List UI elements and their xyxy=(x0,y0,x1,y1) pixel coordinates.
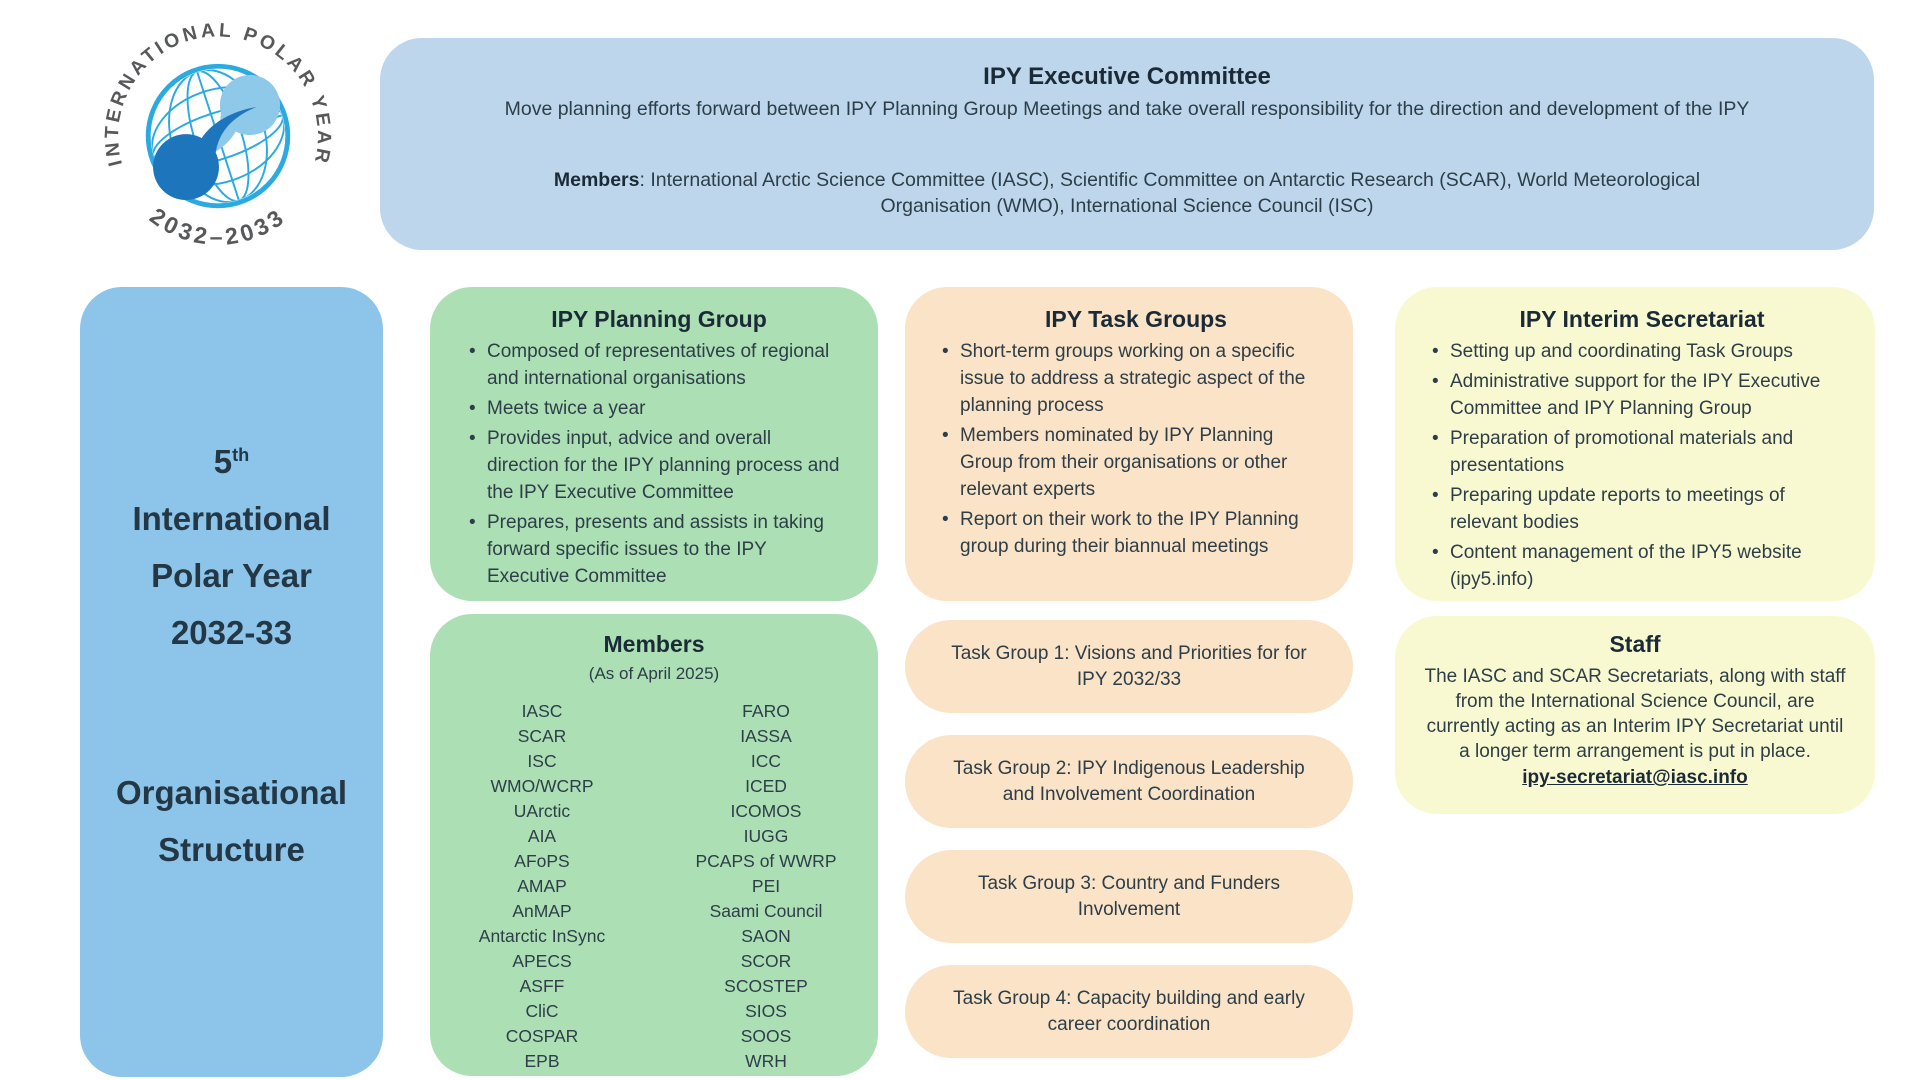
staff-title: Staff xyxy=(1609,631,1661,657)
planning-bullet: • Provides input, advice and overall direction for the IPY planning process and the IPY Executive Committee xyxy=(466,426,840,507)
member-item: APECS xyxy=(512,951,572,971)
member-item: PEI xyxy=(751,876,781,896)
executive-committee-card xyxy=(380,38,1874,250)
planning-bullet: • Prepares, presents and assists in taking forward specific issues to the IPY Executive Committee xyxy=(466,510,840,591)
secretariat-email-link[interactable]: ipy-secretariat@iasc.info xyxy=(1522,767,1748,789)
task-group-1-pill xyxy=(905,620,1353,713)
task-group-4-label: Task Group 4: Capacity building and early career coordination xyxy=(953,987,1305,1035)
staff-description: The IASC and SCAR Secretariats, along with staff from the International Science Council, are currently acting as an Interim IPY Secretariat until a longer term arrangement is put in place. xyxy=(1424,666,1846,763)
member-item: ICED xyxy=(745,776,787,796)
diagram-subtitle xyxy=(116,764,347,878)
interim-secretariat-bullets xyxy=(1423,339,1861,594)
member-item: ICC xyxy=(750,751,782,771)
task-group-2-label: Task Group 2: IPY Indigenous Leadership and Involvement Coordination xyxy=(953,757,1305,805)
diagram-subtitle-line2: Structure xyxy=(158,831,305,868)
members-column-1 xyxy=(430,699,654,1074)
member-item: IASC xyxy=(521,701,563,721)
member-item: WRH xyxy=(745,1051,787,1071)
executive-committee-description: Move planning efforts forward between IPY Planning Group Meetings and take overall responsibility for the direction and development of the IPY xyxy=(504,98,1750,120)
task-groups-card xyxy=(905,287,1353,601)
task-groups-bullet: • Report on their work to the IPY Planning group during their biannual meetings xyxy=(939,507,1321,561)
planning-group-title: IPY Planning Group xyxy=(551,306,767,332)
task-group-3-pill xyxy=(905,850,1353,943)
member-item: WMO/WCRP xyxy=(490,776,594,796)
task-group-3-label: Task Group 3: Country and Funders Involvement xyxy=(977,872,1281,920)
member-item: EPB xyxy=(524,1051,560,1071)
member-item: COSPAR xyxy=(505,1026,579,1046)
svg-text:2032–2033 xyxy=(145,203,291,250)
planning-group-bullets xyxy=(460,339,858,591)
event-ordinal: 5 xyxy=(213,443,233,480)
members-list xyxy=(430,699,878,1074)
member-item: ASFF xyxy=(519,976,565,996)
member-item: SIOS xyxy=(745,1001,787,1021)
member-item: CliC xyxy=(525,1001,559,1021)
secretariat-bullet: • Setting up and coordinating Task Groups xyxy=(1429,339,1843,366)
member-item: UArctic xyxy=(513,801,571,821)
secretariat-bullet: • Administrative support for the IPY Executive Committee and IPY Planning Group xyxy=(1429,369,1843,423)
members-subtitle: (As of April 2025) xyxy=(588,664,720,683)
executive-committee-members xyxy=(532,167,1722,221)
staff-card xyxy=(1395,616,1875,814)
members-column-2 xyxy=(654,699,878,1074)
member-item: IASSA xyxy=(740,726,792,746)
task-groups-title: IPY Task Groups xyxy=(1045,306,1227,332)
member-item: SCOSTEP xyxy=(724,976,808,996)
event-title-line3: Polar Year xyxy=(151,557,312,594)
member-item: FARO xyxy=(742,701,790,721)
members-text: : International Arctic Science Committee (IASC), Scientific Committee on Antarctic Research (SCAR), World Meteorological Organisation (WMO), International Science Council (ISC) xyxy=(639,168,1701,218)
logo-arc-top-text: INTERNATIONAL POLAR YEAR xyxy=(100,19,335,169)
diagram-subtitle-line1: Organisational xyxy=(115,774,348,811)
planning-group-card xyxy=(430,287,878,601)
task-group-4-pill xyxy=(905,965,1353,1058)
event-title-line4: 2032-33 xyxy=(170,614,293,651)
member-item: SCOR xyxy=(740,951,792,971)
members-card xyxy=(430,614,878,1076)
event-title-line2: International xyxy=(132,500,331,537)
member-item: AMAP xyxy=(517,876,567,896)
task-groups-bullet: • Members nominated by IPY Planning Group from their organisations or other relevant experts xyxy=(939,423,1321,504)
member-item: ICOMOS xyxy=(730,801,802,821)
event-title xyxy=(132,427,330,661)
logo-arc-bottom-text: 2032–2033 xyxy=(145,202,291,250)
interim-secretariat-title: IPY Interim Secretariat xyxy=(1519,306,1765,332)
secretariat-bullet: • Content management of the IPY5 website (ipy5.info) xyxy=(1429,540,1843,594)
task-group-2-pill xyxy=(905,735,1353,828)
member-item: SOOS xyxy=(740,1026,792,1046)
task-group-1-label: Task Group 1: Visions and Priorities for for IPY 2032/33 xyxy=(951,642,1307,690)
event-ordinal-suffix: th xyxy=(232,445,250,465)
task-groups-bullet: • Short-term groups working on a specific issue to address a strategic aspect of the planning process xyxy=(939,339,1321,420)
member-item: SCAR xyxy=(517,726,567,746)
member-item: AFoPS xyxy=(514,851,570,871)
member-item: Saami Council xyxy=(709,901,823,921)
planning-bullet: • Composed of representatives of regional and international organisations xyxy=(466,339,840,393)
title-sidebar-card xyxy=(80,287,383,1077)
executive-committee-title: IPY Executive Committee xyxy=(983,63,1271,90)
members-title: Members xyxy=(603,631,705,657)
member-item: AnMAP xyxy=(512,901,572,921)
interim-secretariat-card xyxy=(1395,287,1875,601)
member-item: IUGG xyxy=(743,826,789,846)
member-item: ISC xyxy=(527,751,557,771)
secretariat-bullet: • Preparing update reports to meetings of relevant bodies xyxy=(1429,483,1843,537)
member-item: Antarctic InSync xyxy=(478,926,606,946)
member-item: PCAPS of WWRP xyxy=(695,851,837,871)
ipy-logo xyxy=(92,12,344,262)
planning-bullet: • Meets twice a year xyxy=(466,396,840,423)
secretariat-bullet: • Preparation of promotional materials and presentations xyxy=(1429,426,1843,480)
member-item: SAON xyxy=(741,926,791,946)
members-label: Members xyxy=(553,168,640,191)
task-groups-bullets xyxy=(933,339,1339,561)
member-item: AIA xyxy=(527,826,557,846)
